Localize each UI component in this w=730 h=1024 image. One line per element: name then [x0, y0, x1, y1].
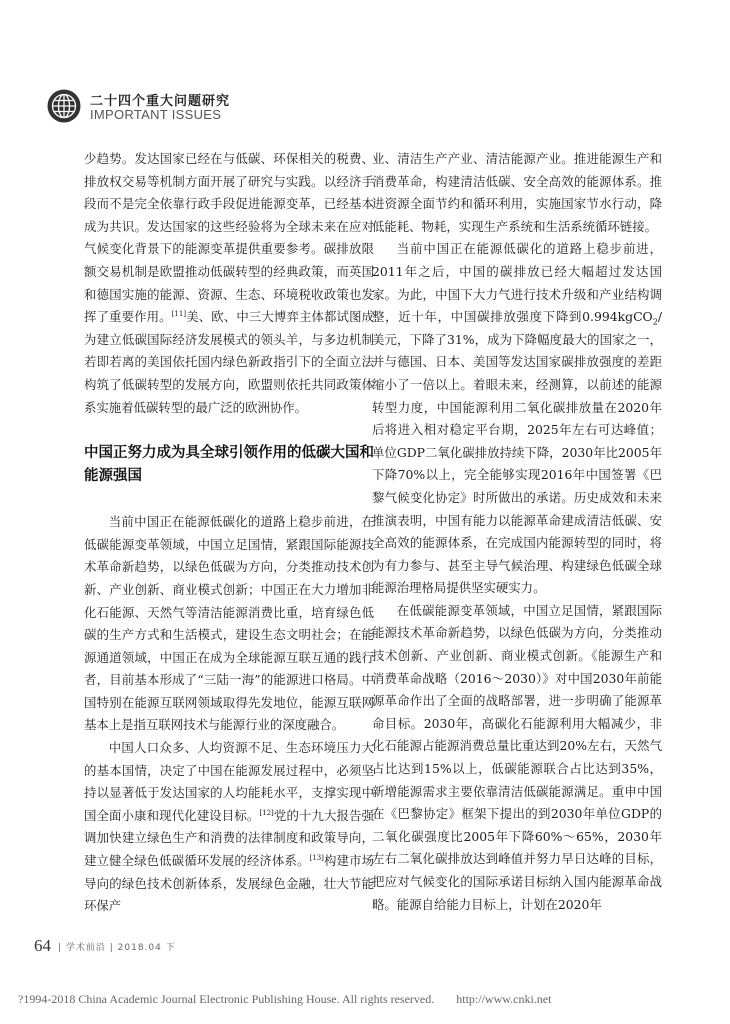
copyright-line: ?1994-2018 China Academic Journal Electronic Publishing House. All rights reserved. http://www.cnki.net — [18, 992, 552, 1006]
citation[interactable]: [13] — [309, 853, 324, 862]
globe-icon — [46, 88, 82, 124]
section-subtitle: IMPORTANT ISSUES — [90, 107, 222, 122]
paragraph: 当前中国正在能源低碳化的道路上稳步前进，在低碳能源变革领域，中国立足国情，紧跟国际能源技术革命新趋势，以绿色低碳为方向，分类推动技术创新、产业创新、商业模式创新；中国正在大力增加非化石能源、天然气等清洁能源消费比重，培育绿色低碳的生产方式和生活模式，建设生态文明社会；在能源通道领域，中国正在成为全球能源互联互通的践行者，目前基本形成了“三陆一海”的能源进口格局。中国特别在能源互联网领域取得先发地位，能源互联网基本上是指互联网技术与能源行业的深度融合。 — [84, 514, 374, 733]
citation[interactable]: [12] — [259, 808, 274, 817]
right-column — [372, 148, 662, 916]
citation[interactable]: [11] — [171, 310, 187, 319]
cnki-link[interactable]: http://www.cnki.net — [456, 992, 552, 1006]
paragraph: 中国人口众多、人均资源不足、生态环境压力大的基本国情，决定了中国在能源发展过程中，必须坚持以显著低于发达国家的人均能耗水平，支撑实现中国全面小康和现代化建设目标。[12]党的十九大报告强调加快建立绿色生产和消费的法律制度和政策导向，建立健全绿色低碳循环发展的经济体系。[13]构建市场导向的绿色技术创新体系，发展绿色金融，壮大节能环保产 — [84, 740, 375, 914]
section-heading: 中国正努力成为具全球引领作用的低碳大国和能源强国 — [84, 445, 374, 485]
paragraph: 业、清洁生产产业、清洁能源产业。推进能源生产和消费革命，构建清洁低碳、安全高效的能源体系。推进资源全面节约和循环利用，实施国家节水行动，降低能耗、物耗，实现生产系统和生活系统循环链接。 — [372, 151, 662, 234]
paragraph: 当前中国正在能源低碳化的道路上稳步前进，2011年之后，中国的碳排放已经大幅超过发达国家。为此，中国下大力气进行技术升级和产业结构调整，近十年，中国碳排放强度下降到0.994kgCO$_2$/美元，下降了31%，成为下降幅度最大的国家之一，并与德国、日本、美国等发达国家碳排放强度的差距缩小了一倍以上。着眼未来，经测算，以前述的能源转型力度，中国能源利用二氧化碳排放量在2020年后将进入相对稳定平台期，2025年左右可达峰值；单位GDP二氧化碳排放持续下降，2030年比2005年下降70%以上，完全能够实现2016年中国签署《巴黎气候变化协定》时所做出的承诺。历史成效和未来推演表明，中国有能力以能源革命建成清洁低碳、安全高效的能源体系，在完成国内能源转型的同时，将为有力参与、甚至主导气候治理、构建绿色低碳全球能源治理格局提供坚实硬实力。 — [372, 241, 662, 596]
paragraph: 少趋势。发达国家已经在与低碳、环保相关的税费、排放权交易等机制方面开展了研究与实践。以经济手段而不是完全依靠行政手段促进能源变革，已经基本成为共识。发达国家的这些经验将为全球未来在应对气候变化背景下的能源变革提供重要参考。碳排放限额交易机制是欧盟推动低碳转型的经典政策，而英国和德国实施的能源、资源、生态、环境税收政策也发挥了重要作用。[11]美、欧、中三大博弈主体都试图成为建立低碳国际经济发展模式的领头羊，与多边机制若即若离的美国依托国内绿色新政指引下的全面立法构筑了低碳转型的发展方向，欧盟则依托共同政策体系实施着低碳转型的最广泛的欧洲协作。 — [84, 151, 375, 415]
section-title: 二十四个重大问题研究 — [90, 94, 231, 109]
page-number: 64 — [34, 936, 51, 955]
paragraph: 在低碳能源变革领域，中国立足国情，紧跟国际能源技术革命新趋势，以绿色低碳为方向，分类推动技术创新、产业创新、商业模式创新。《能源生产和消费革命战略（2016～2030）》对中国2030年前能源革命作出了全面的战略部署，进一步明确了能源革命目标。2030年，高碳化石能源利用大幅减少，非化石能源占能源消费总量比重达到20%左右，天然气占比达到15%以上，低碳能源联合占比达到35%，新增能源需求主要依靠清洁低碳能源满足。重申中国在《巴黎协定》框架下提出的到2030年单位GDP的二氧化碳强度比2005年下降60%～65%，2030年左右二氧化碳排放达到峰值并努力早日达峰的目标，把应对气候变化的国际承诺目标纳入国内能源革命战略。能源自给能力目标上，计划在2020年 — [372, 602, 662, 912]
section-header — [46, 88, 346, 128]
left-column — [84, 148, 374, 918]
journal-name: | 学术前沿 | 2018.04 下 — [58, 943, 176, 953]
